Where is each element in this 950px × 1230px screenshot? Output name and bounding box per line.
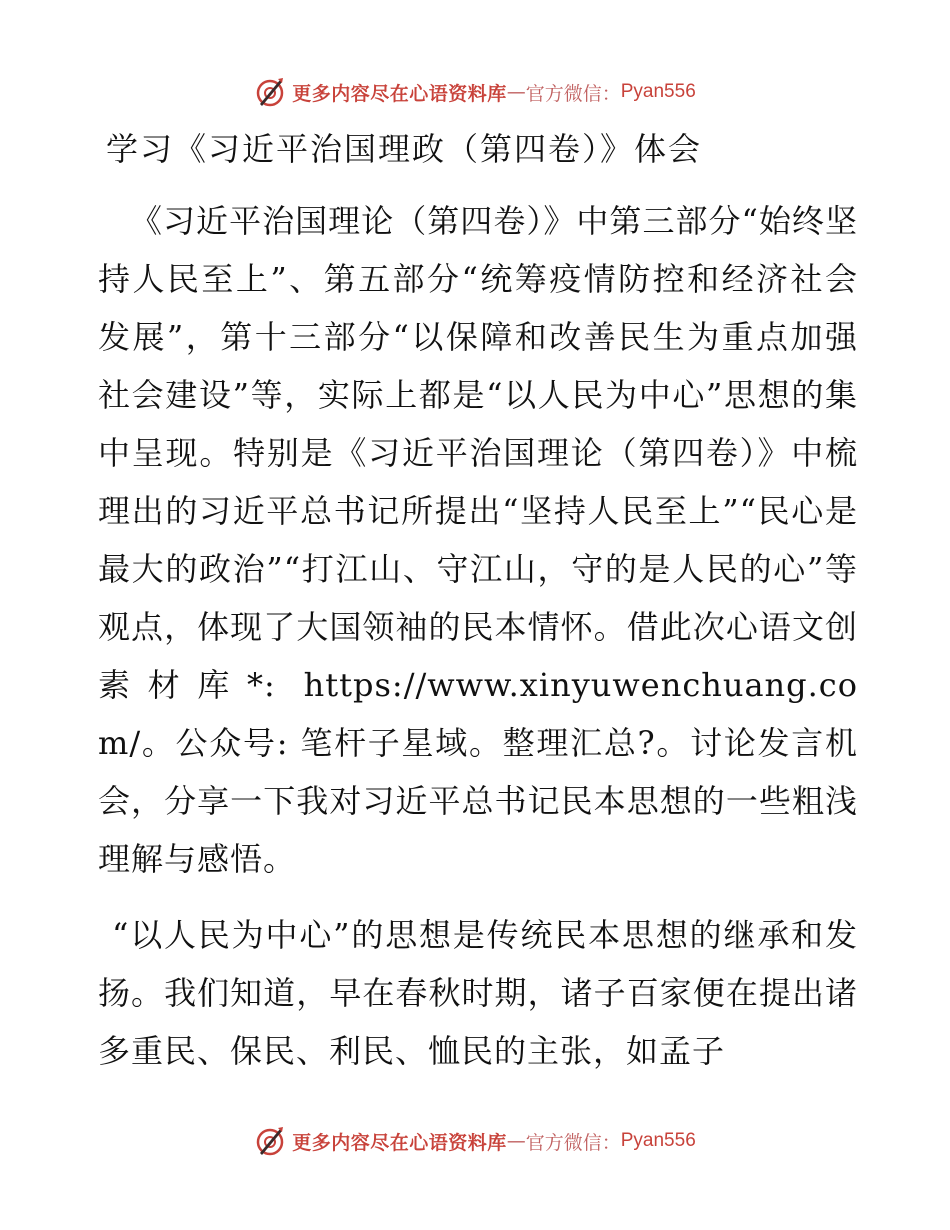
document-title: 学习《习近平治国理政（第四卷）》体会 bbox=[106, 130, 703, 168]
body-paragraph-2: “以人民为中心”的思想是传统民本思想的继承和发扬。我们知道，早在春秋时期，诸子百家便在提出诸多重民、保民、利民、恤民的主张，如孟子 bbox=[98, 916, 858, 1070]
watermark-separator: — bbox=[506, 81, 526, 103]
watermark-brand: 更多内容尽在心语资料库 bbox=[292, 1131, 507, 1154]
watermark-separator: — bbox=[506, 1130, 526, 1152]
quill-pen-logo-icon bbox=[254, 76, 286, 108]
watermark-wechat-id: Pyan556 bbox=[620, 1130, 696, 1151]
watermark-wechat-id: Pyan556 bbox=[620, 81, 696, 102]
quill-pen-logo-icon bbox=[254, 1125, 286, 1157]
watermark-official-label: 官方微信： bbox=[525, 1131, 621, 1154]
watermark-official-label: 官方微信： bbox=[525, 82, 621, 105]
footer-watermark bbox=[0, 1121, 950, 1161]
body-paragraph-1: 《习近平治国理论（第四卷）》中第三部分“始终坚持人民至上”、第五部分“统筹疫情防控和经济社会发展”，第十三部分“以保障和改善民生为重点加强社会建设”等，实际上都是“以人民为中心”思想的集中呈现。特别是《习近平治国理论（第四卷）》中梳理出的习近平总书记所提出“坚持人民至上”“民心是最大的政治”“打江山、守江山，守的是人民的心”等观点，体现了大国领袖的民本情怀。借此次心语文创素材库*: https://www.xinyuwenchuang.com/。公众号: 笔杆子星域。整理汇总?。讨论发言机会，分享一下我对习近平总书记民本思想的一些粗浅理解与感悟。 bbox=[98, 202, 858, 878]
watermark-brand: 更多内容尽在心语资料库 bbox=[292, 82, 507, 105]
header-watermark bbox=[0, 72, 950, 112]
